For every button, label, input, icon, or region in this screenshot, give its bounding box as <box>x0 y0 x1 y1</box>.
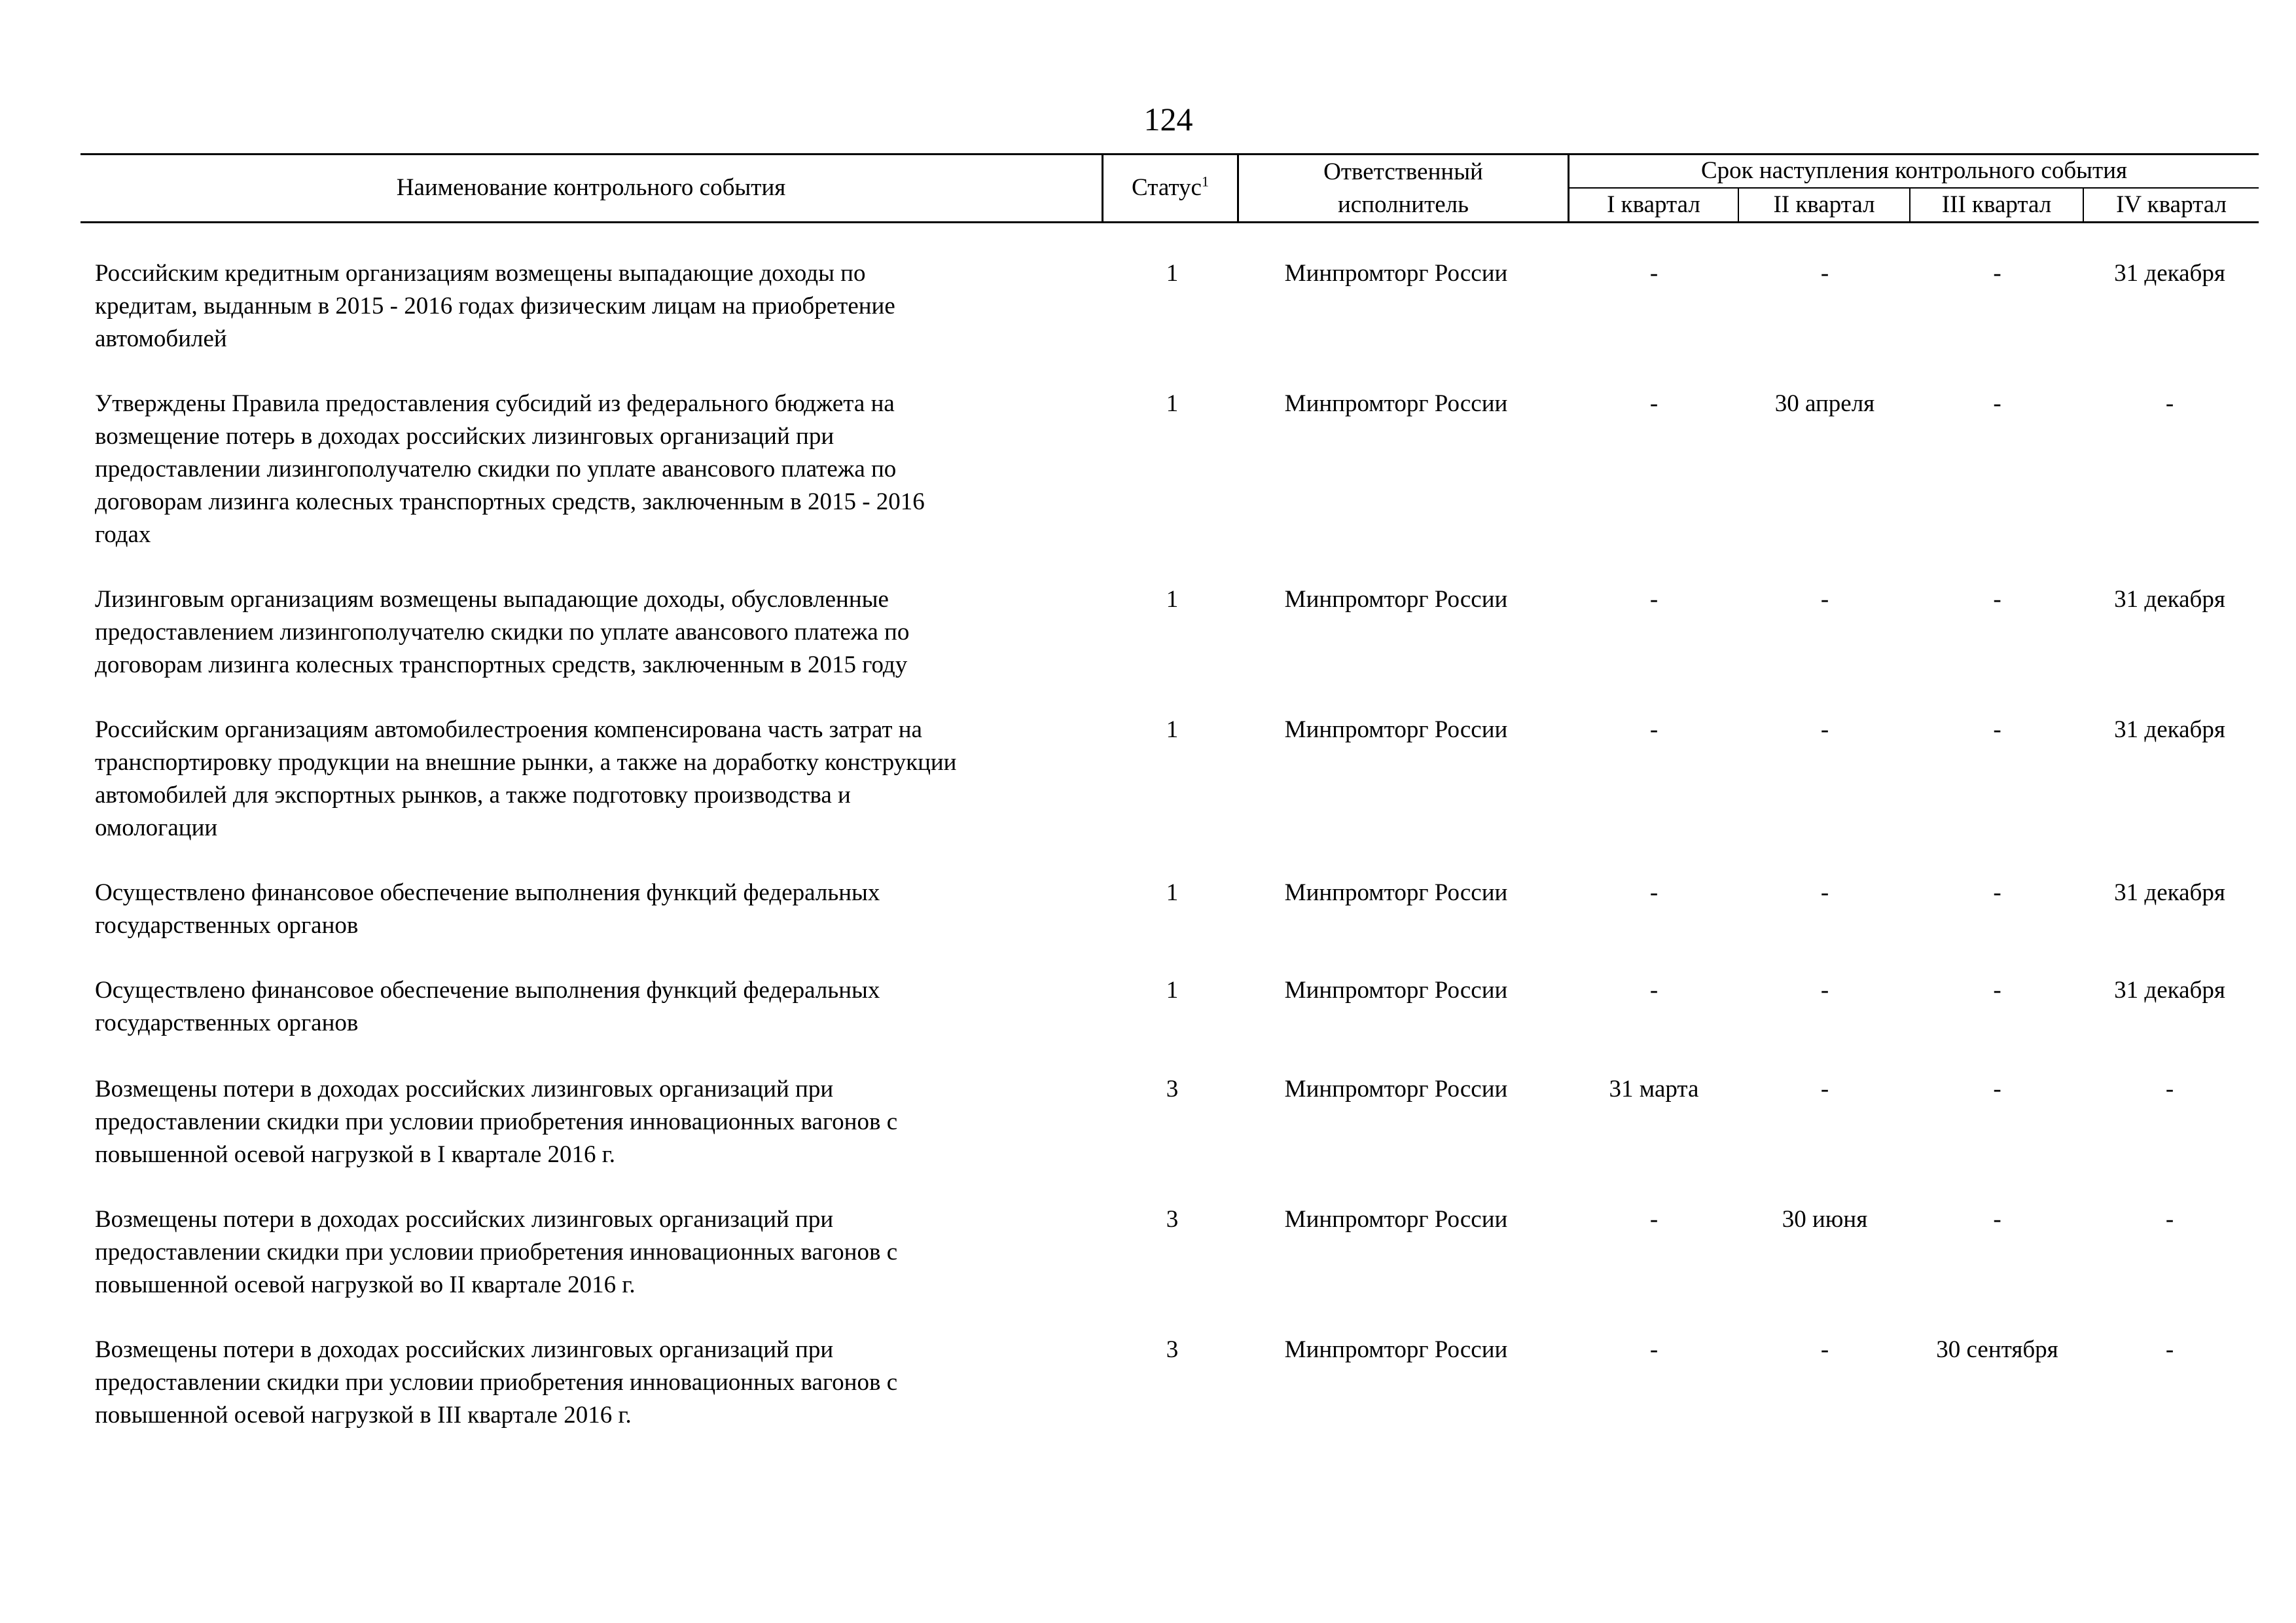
event-status: 3 <box>1166 1336 1179 1363</box>
event-executor: Минпромторг России <box>1284 1336 1508 1363</box>
event-name <box>95 877 1116 942</box>
event-name <box>95 714 1116 845</box>
header-q3: III квартал <box>1941 191 2052 218</box>
event-status: 1 <box>1166 586 1179 613</box>
event-executor: Минпромторг России <box>1284 586 1508 613</box>
header-executor-line1: Ответственный <box>1323 158 1483 185</box>
event-name <box>95 388 1116 551</box>
header-status-footnote: 1 <box>1201 173 1209 190</box>
event-name-line: государственных органов <box>95 912 359 939</box>
event-q1: - <box>1649 977 1659 1004</box>
event-q3: - <box>1993 716 2001 743</box>
event-name-line: договорам лизинга колесных транспортных средств, заключенным в 2015 году <box>95 651 908 678</box>
event-q4: - <box>2165 1076 2174 1103</box>
event-name-line: омологации <box>95 814 218 841</box>
event-q1: - <box>1649 879 1659 906</box>
event-q4: - <box>2165 390 2174 417</box>
event-name-line: повышенной осевой нагрузкой в I квартале 2016 г. <box>95 1141 616 1168</box>
event-q1: 31 марта <box>1609 1076 1699 1103</box>
event-status: 3 <box>1166 1076 1179 1103</box>
event-q3: 30 сентября <box>1936 1336 2058 1363</box>
page-number: 124 <box>1143 101 1193 137</box>
event-executor: Минпромторг России <box>1284 1076 1508 1103</box>
event-name-line: Российским организациям автомобилестроения компенсирована часть затрат на <box>95 716 922 743</box>
event-q4: - <box>2165 1336 2174 1363</box>
event-name-line: предоставлении скидки при условии приобретения инновационных вагонов с <box>95 1108 898 1135</box>
control-events-table <box>81 0 2259 1623</box>
event-status: 1 <box>1166 390 1179 417</box>
event-name-line: предоставлении лизингополучателю скидки по уплате авансового платежа по <box>95 456 897 483</box>
event-name-line: транспортировку продукции на внешние рынки, а также на доработку конструкции <box>95 749 957 776</box>
event-q4: 31 декабря <box>2114 260 2225 287</box>
event-q3: - <box>1993 586 2001 613</box>
event-name-line: повышенной осевой нагрузкой во II квартале 2016 г. <box>95 1271 636 1298</box>
header-name: Наименование контрольного события <box>396 174 786 201</box>
event-q2: - <box>1820 1076 1829 1103</box>
event-executor: Минпромторг России <box>1284 879 1508 906</box>
event-q4: 31 декабря <box>2114 586 2225 613</box>
event-status: 3 <box>1166 1206 1179 1233</box>
event-q4: - <box>2165 1206 2174 1233</box>
event-name <box>95 583 1116 682</box>
event-q3: - <box>1993 1076 2001 1103</box>
event-q3: - <box>1993 390 2001 417</box>
event-name <box>95 974 1116 1040</box>
event-name-line: предоставлении скидки при условии приобретения инновационных вагонов с <box>95 1239 898 1266</box>
event-executor: Минпромторг России <box>1284 260 1508 287</box>
event-name <box>95 257 1116 356</box>
event-q2: - <box>1820 260 1829 287</box>
event-name-line: возмещение потерь в доходах российских лизинговых организаций при <box>95 423 834 450</box>
header-status <box>1103 172 1237 204</box>
event-q1: - <box>1649 586 1659 613</box>
event-status: 1 <box>1166 977 1179 1004</box>
event-q2: - <box>1820 586 1829 613</box>
event-q4: 31 декабря <box>2114 879 2225 906</box>
event-name-line: Лизинговым организациям возмещены выпадающие доходы, обусловленные <box>95 586 889 613</box>
event-q3: - <box>1993 1206 2001 1233</box>
event-q1: - <box>1649 1206 1659 1233</box>
event-q2: - <box>1820 1336 1829 1363</box>
header-q4: IV квартал <box>2116 191 2227 218</box>
event-name-line: Возмещены потери в доходах российских лизинговых организаций при <box>95 1076 834 1103</box>
header-executor-line2: исполнитель <box>1337 191 1469 218</box>
event-name-line: автомобилей <box>95 325 227 352</box>
event-name-line: Утверждены Правила предоставления субсидий из федерального бюджета на <box>95 390 895 417</box>
event-q4: 31 декабря <box>2114 977 2225 1004</box>
event-status: 1 <box>1166 716 1179 743</box>
event-name-line: договорам лизинга колесных транспортных средств, заключенным в 2015 - 2016 <box>95 488 925 515</box>
event-name-line: кредитам, выданным в 2015 - 2016 годах физическим лицам на приобретение <box>95 293 895 319</box>
event-name-line: Возмещены потери в доходах российских лизинговых организаций при <box>95 1336 834 1363</box>
header-bottom-rule <box>81 221 2259 223</box>
event-name-line: автомобилей для экспортных рынков, а также подготовку производства и <box>95 782 851 809</box>
event-name-line: предоставлении скидки при условии приобретения инновационных вагонов с <box>95 1369 898 1396</box>
event-q2: - <box>1820 879 1829 906</box>
event-executor: Минпромторг России <box>1284 390 1508 417</box>
header-status-label: Статус <box>1132 174 1202 201</box>
event-name <box>95 1334 1116 1432</box>
event-name-line: государственных органов <box>95 1010 359 1036</box>
event-executor: Минпромторг России <box>1284 977 1508 1004</box>
header-q2: II квартал <box>1773 191 1875 218</box>
event-q2: 30 апреля <box>1774 390 1875 417</box>
event-q3: - <box>1993 879 2001 906</box>
event-q2: - <box>1820 716 1829 743</box>
event-q3: - <box>1993 260 2001 287</box>
event-q1: - <box>1649 716 1659 743</box>
event-executor: Минпромторг России <box>1284 1206 1508 1233</box>
event-name-line: Возмещены потери в доходах российских лизинговых организаций при <box>95 1206 834 1233</box>
event-q2: - <box>1820 977 1829 1004</box>
event-status: 1 <box>1166 879 1179 906</box>
event-q1: - <box>1649 1336 1659 1363</box>
event-q2: 30 июня <box>1782 1206 1868 1233</box>
event-q4: 31 декабря <box>2114 716 2225 743</box>
event-name <box>95 1203 1116 1302</box>
event-name-line: Осуществлено финансовое обеспечение выполнения функций федеральных <box>95 977 880 1004</box>
header-q1: I квартал <box>1607 191 1700 218</box>
event-name-line: Осуществлено финансовое обеспечение выполнения функций федеральных <box>95 879 880 906</box>
event-q1: - <box>1649 390 1659 417</box>
event-name-line: повышенной осевой нагрузкой в III квартале 2016 г. <box>95 1402 632 1429</box>
event-q1: - <box>1649 260 1659 287</box>
event-name-line: годах <box>95 521 151 548</box>
event-status: 1 <box>1166 260 1179 287</box>
event-executor: Минпромторг России <box>1284 716 1508 743</box>
header-deadline: Срок наступления контрольного события <box>1700 157 2128 184</box>
event-q3: - <box>1993 977 2001 1004</box>
event-name <box>95 1073 1116 1171</box>
event-name-line: предоставлением лизингополучателю скидки по уплате авансового платежа по <box>95 619 910 646</box>
event-name-line: Российским кредитным организациям возмещены выпадающие доходы по <box>95 260 866 287</box>
